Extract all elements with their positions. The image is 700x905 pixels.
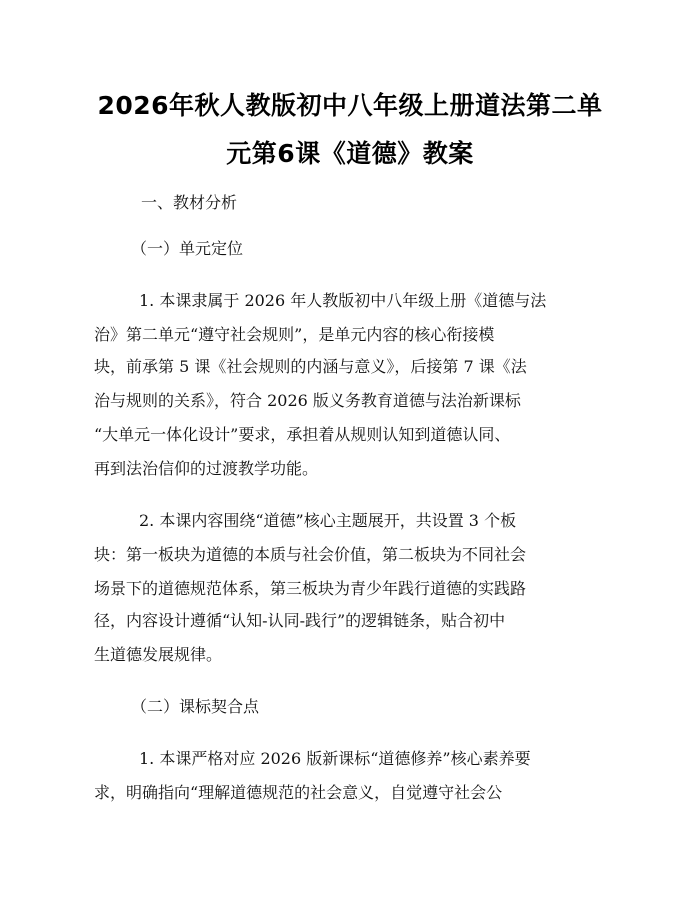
paragraph-line: 再到法治信仰的过渡教学功能。 bbox=[94, 459, 319, 478]
paragraph-line: 场景下的道德规范体系，第三板块为青少年践行道德的实践路 bbox=[94, 579, 527, 598]
paragraph-line: 求，明确指向“理解道德规范的社会意义，自觉遵守社会公 bbox=[94, 783, 503, 802]
section-heading-textbook-analysis: 一、教材分析 bbox=[141, 193, 238, 212]
paragraph-line: 2. 本课内容围绕“道德”核心主题展开，共设置 3 个板 bbox=[139, 511, 517, 530]
paragraph-line: 生道德发展规律。 bbox=[94, 645, 223, 664]
paragraph-line: 治与规则的关系》，符合 2026 版义务教育道德与法治新课标 bbox=[94, 391, 521, 410]
paragraph-line: 块，前承第 5 课《社会规则的内涵与意义》，后接第 7 课《法 bbox=[94, 357, 527, 376]
paragraph-line: “大单元一体化设计”要求，承担着从规则认知到道德认同、 bbox=[94, 425, 511, 444]
paragraph-line: 1. 本课严格对应 2026 版新课标“道德修养”核心素养要 bbox=[139, 749, 531, 768]
document-title: 2026年秋人教版初中八年级上册道法第二单元第6课《道德》教案 bbox=[97, 91, 603, 168]
paragraph-line: 径，内容设计遵循“认知-认同-践行”的逻辑链条，贴合初中 bbox=[94, 611, 506, 630]
paragraph-line: 1. 本课隶属于 2026 年人教版初中八年级上册《道德与法 bbox=[139, 291, 547, 310]
subsection-heading-curriculum-alignment: （二）课标契合点 bbox=[131, 697, 260, 716]
paragraph-line: 块：第一板块为道德的本质与社会价值，第二板块为不同社会 bbox=[94, 545, 527, 564]
subsection-heading-unit-positioning: （一）单元定位 bbox=[131, 239, 244, 258]
paragraph-line: 治》第二单元“遵守社会规则”，是单元内容的核心衔接模 bbox=[94, 325, 495, 344]
